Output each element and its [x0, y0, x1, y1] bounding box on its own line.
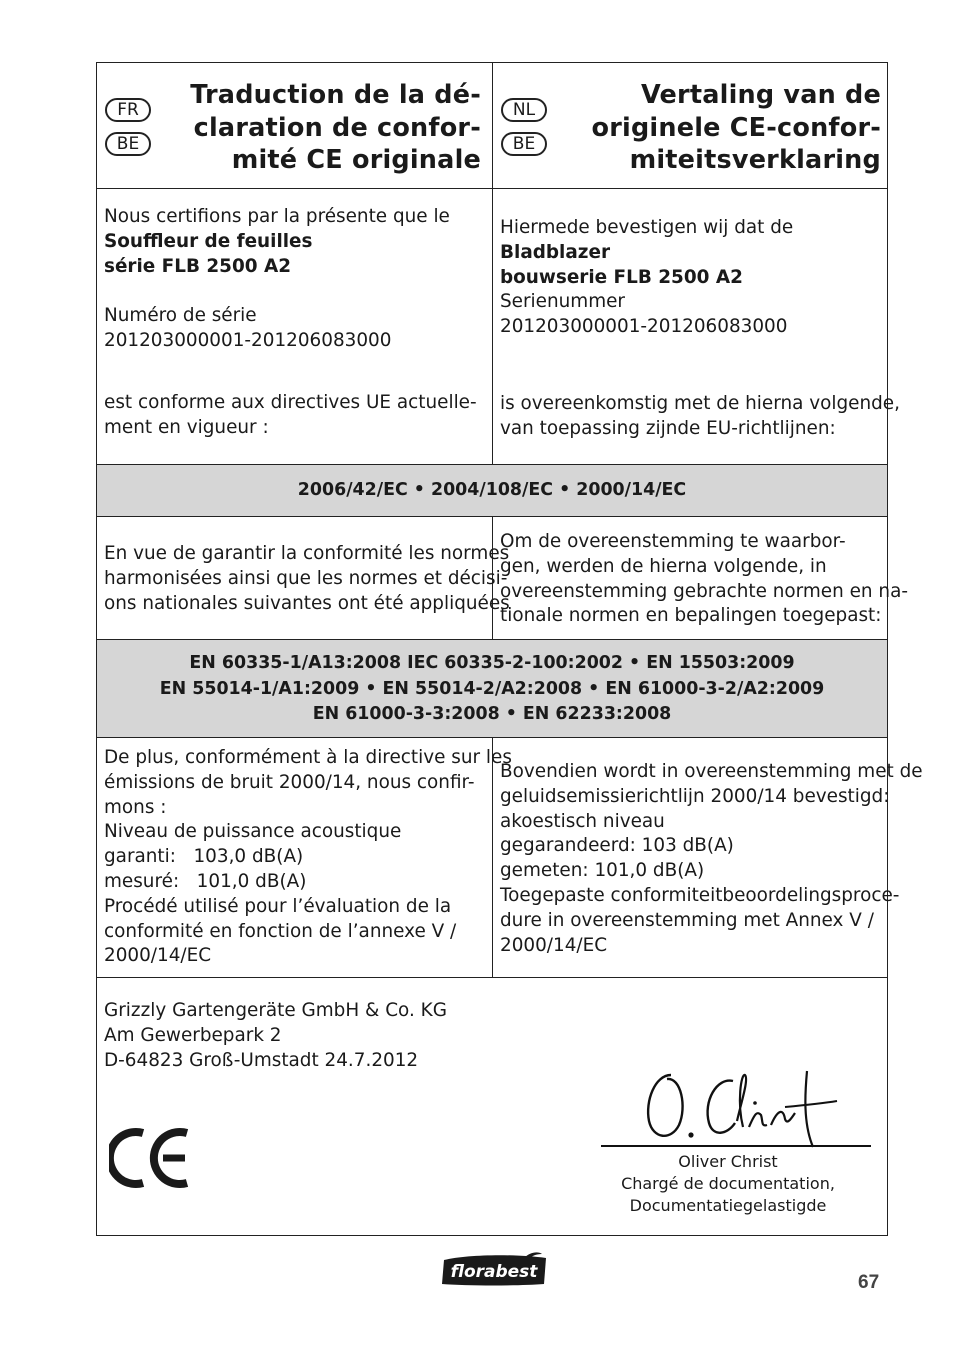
divider [97, 977, 887, 978]
standards-text: EN 60335-1/A13:2008 IEC 60335-2-100:2002 • EN 15503:2009 EN 55014-1/A1:2009 • EN 55014-2/A2:2008 • EN 61000-3-2/A2:2009 EN 61000-3-3:2008 • EN 62233:2008 [159, 653, 825, 724]
conformity-nl: is overeenkomstig met de hierna volgende, van toepassing zijnde EU-richtlijnen: [500, 393, 900, 439]
title-fr: Traduction de la dé- claration de confor- mité CE originale [190, 80, 481, 175]
language-badge-be: BE [105, 132, 151, 156]
harmonised-nl: Om de overeenstemming te waarbor- gen, werden de hierna volgende, in overeenstemming gebrachte normen en na- tionale normen en bepalingen toegepast: [500, 531, 908, 627]
signatory-caption [571, 1151, 885, 1217]
divider [97, 188, 887, 189]
language-badge-be: BE [501, 132, 547, 156]
brand-name: florabest [450, 1262, 538, 1282]
column-divider [492, 737, 493, 977]
company-address: Grizzly Gartengeräte GmbH & Co. KG Am Gewerbepark 2 D-64823 Groß-Umstadt 24.7.2012 [104, 1000, 447, 1071]
signatory-role-nl: Documentatiegelastigde [629, 1196, 827, 1215]
signature-line [601, 1145, 871, 1147]
ce-mark [109, 1125, 191, 1191]
florabest-logo [438, 1252, 550, 1288]
product-fr: Nous certifions par la présente que le Souffleur de feuilles série FLB 2500 A2 Numéro de série 201203000001-201206083000 [104, 206, 450, 351]
harmonised-fr: En vue de garantir la conformité les normes harmonisées ainsi que les normes et décisi- ons nationales suivantes ont été appliquées [104, 543, 510, 614]
language-badge-fr: FR [105, 98, 151, 122]
directives-text: 2006/42/EC • 2004/108/EC • 2000/14/EC [297, 480, 687, 500]
declaration-table [96, 62, 923, 1236]
conformity-fr: est conforme aux directives UE actuelle- ment en vigueur : [104, 392, 477, 438]
column-divider [492, 63, 493, 465]
signatory-name: Oliver Christ [678, 1152, 778, 1171]
language-badge-nl: NL [501, 98, 547, 122]
signatory-role-fr: Chargé de documentation, [621, 1174, 835, 1193]
title-nl: Vertaling van de originele CE-confor- miteitsverklaring [591, 80, 881, 175]
noise-nl: Bovendien wordt in overeenstemming met de geluidsemissierichtlijn 2000/14 bevestigd: akoestisch niveau gegarandeerd: 103 dB(A) gemeten: 101,0 dB(A) Toegepaste conformiteitbeoordelingsproce- dure in overeenstemming met Annex V / 2000/14/EC [500, 761, 923, 956]
page-number: 67 [858, 1272, 880, 1293]
product-nl: Hiermede bevestigen wij dat de Bladblazer bouwserie FLB 2500 A2 Serienummer 201203000001-201206083000 [500, 217, 794, 338]
noise-fr: De plus, conformément à la directive sur les émissions de bruit 2000/14, nous confir- mons : Niveau de puissance acoustique garanti: 103,0 dB(A) mesuré: 101,0 dB(A) Procédé utilisé pour l’évaluation de la conformité en fonction de l’annexe V / 2000/14/EC [104, 747, 512, 967]
standards-band [97, 640, 887, 737]
signature [637, 1063, 847, 1153]
directives-band [97, 465, 887, 516]
